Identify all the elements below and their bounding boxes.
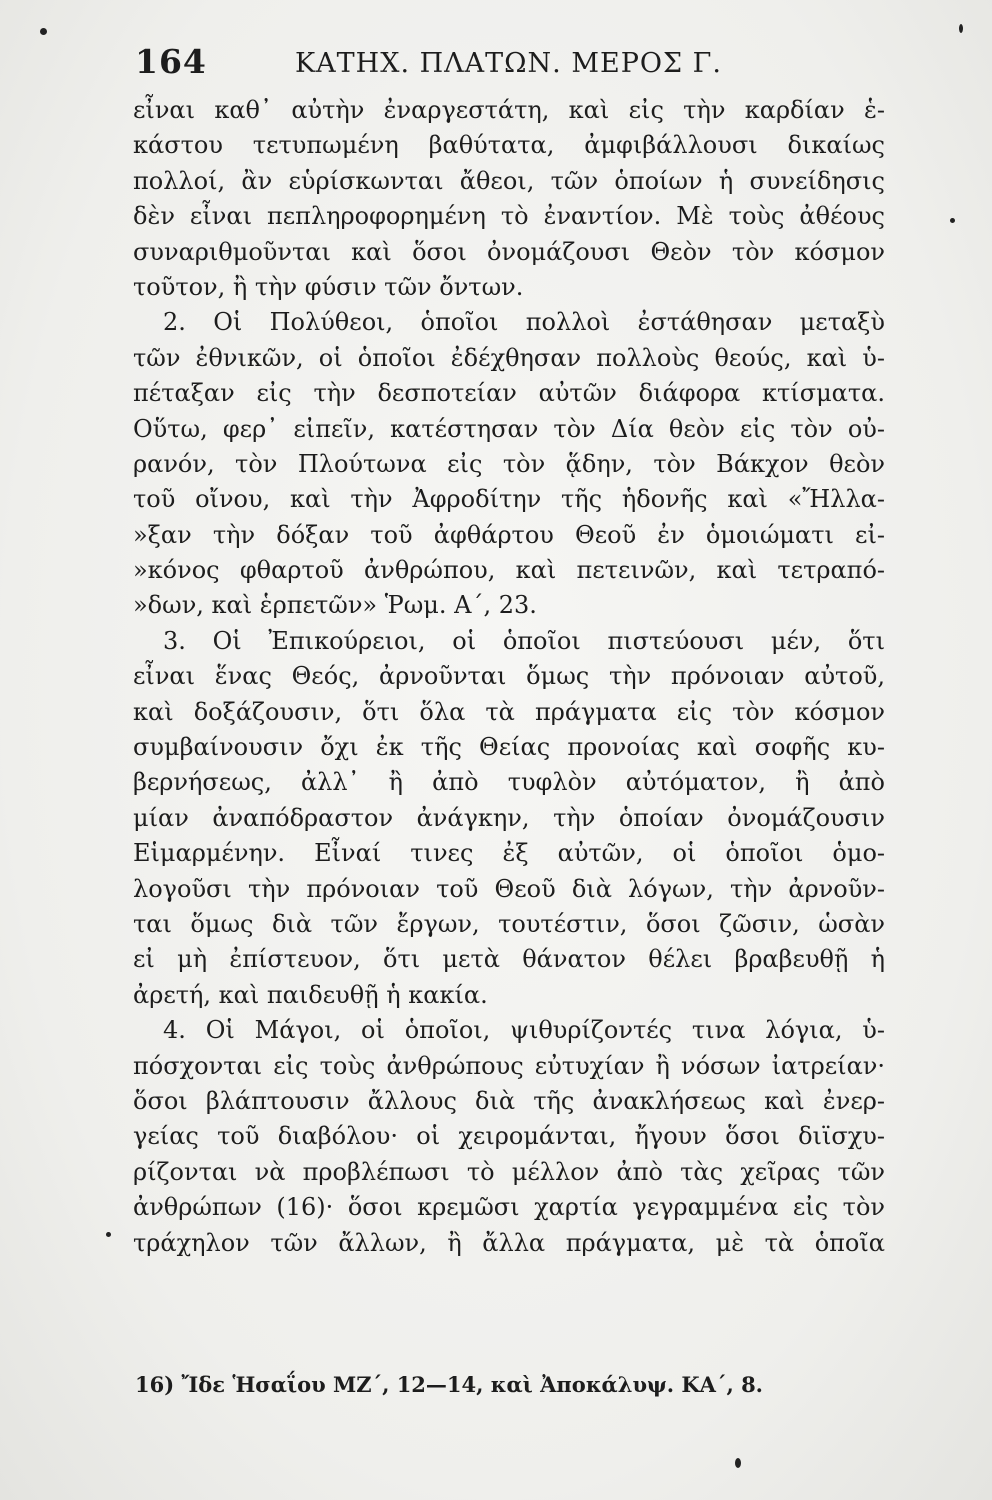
text-line: τῶν ἐθνικῶν, οἱ ὁποῖοι ἐδέχθησαν πολλοὺς θεούς, καὶ ὑ- xyxy=(133,343,885,372)
page-number: 164 xyxy=(135,42,207,81)
text-line: »δων, καὶ ἑρπετῶν» Ῥωμ. Α´, 23. xyxy=(133,591,537,620)
text-line: τράχηλον τῶν ἄλλων, ἢ ἄλλα πράγματα, μὲ τὰ ὁποῖα xyxy=(133,1228,885,1257)
text-line: πέταξαν εἰς τὴν δεσποτείαν αὐτῶν διάφορα κτίσματα. xyxy=(133,379,885,408)
text-line: ρανόν, τὸν Πλούτωνα εἰς τὸν ᾅδην, τὸν Βάκχον θεὸν xyxy=(133,449,885,478)
text-line: 3. Οἱ Ἐπικούρειοι, οἱ ὁποῖοι πιστεύουσι μέν, ὅτι xyxy=(163,626,885,655)
running-head: ΚΑΤΗΧ. ΠΛΑΤΩΝ. ΜΕΡΟΣ Γ. xyxy=(295,48,722,79)
text-line: μίαν ἀναπόδραστον ἀνάγκην, τὴν ὁποίαν ὀνομάζουσιν xyxy=(133,803,885,832)
text-line: δὲν εἶναι πεπληροφορημένη τὸ ἐναντίον. Μὲ τοὺς ἀθέους xyxy=(133,202,885,231)
page-header xyxy=(135,40,865,90)
text-line: συναριθμοῦνται καὶ ὅσοι ὀνομάζουσι Θεὸν τὸν κόσμον xyxy=(133,237,885,266)
text-line: πολλοί, ἂν εὑρίσκωνται ἄθεοι, τῶν ὁποίων ἡ συνείδησις xyxy=(133,166,885,195)
text-line: εἰ μὴ ἐπίστευον, ὅτι μετὰ θάνατον θέλει βραβευθῇ ἡ xyxy=(133,945,885,974)
footnote: 16) Ἴδε Ἡσαΐου ΜΖ´, 12—14, καὶ Ἀποκάλυψ. ΚΑ´, 8. xyxy=(135,1372,763,1397)
text-line: λογοῦσι τὴν πρόνοιαν τοῦ Θεοῦ διὰ λόγων, τὴν ἀρνοῦν- xyxy=(133,874,885,903)
text-line: τοῦτον, ἢ τὴν φύσιν τῶν ὄντων. xyxy=(133,272,524,301)
text-line: Εἱμαρμένην. Εἶναί τινες ἐξ αὐτῶν, οἱ ὁποῖοι ὁμο- xyxy=(133,839,885,868)
text-line: συμβαίνουσιν ὄχι ἐκ τῆς Θείας προνοίας καὶ σοφῆς κυ- xyxy=(133,733,885,762)
text-line: εἶναι ἕνας Θεός, ἀρνοῦνται ὅμως τὴν πρόνοιαν αὐτοῦ, xyxy=(133,662,885,691)
text-line: καὶ δοξάζουσιν, ὅτι ὅλα τὰ πράγματα εἰς τὸν κόσμον xyxy=(133,697,885,726)
text-line: Οὕτω, φερ᾽ εἰπεῖν, κατέστησαν τὸν Δία θεὸν εἰς τὸν οὐ- xyxy=(133,414,885,443)
text-line: γείας τοῦ διαβόλου· οἱ χειρομάνται, ἤγουν ὅσοι διϊσχυ- xyxy=(133,1122,885,1151)
text-line: »ξαν τὴν δόξαν τοῦ ἀφθάρτου Θεοῦ ἐν ὁμοιώματι εἰ- xyxy=(133,520,885,549)
body-text xyxy=(133,93,885,1261)
text-line: τοῦ οἴνου, καὶ τὴν Ἀφροδίτην τῆς ἡδονῆς καὶ «Ἤλλα- xyxy=(133,485,885,514)
text-line: »κόνος φθαρτοῦ ἀνθρώπου, καὶ πετεινῶν, καὶ τετραπό- xyxy=(133,556,885,585)
text-line: ἀρετή, καὶ παιδευθῇ ἡ κακία. xyxy=(133,980,488,1009)
text-line: εἶναι καθ᾽ αὐτὴν ἐναργεστάτη, καὶ εἰς τὴν καρδίαν ἑ- xyxy=(133,96,885,124)
text-line: ται ὅμως διὰ τῶν ἔργων, τουτέστιν, ὅσοι ζῶσιν, ὡσὰν xyxy=(133,909,885,938)
text-line: κάστου τετυπωμένη βαθύτατα, ἀμφιβάλλουσι δικαίως xyxy=(133,131,885,160)
text-line: βερνήσεως, ἀλλ᾽ ἢ ἀπὸ τυφλὸν αὐτόματον, ἢ ἀπὸ xyxy=(133,768,885,797)
text-line: ἀνθρώπων (16)· ὅσοι κρεμῶσι χαρτία γεγραμμένα εἰς τὸν xyxy=(133,1193,885,1222)
text-line: πόσχονται εἰς τοὺς ἀνθρώπους εὐτυχίαν ἢ νόσων ἰατρείαν· xyxy=(133,1051,885,1080)
text-line: 2. Οἱ Πολύθεοι, ὁποῖοι πολλοὶ ἐστάθησαν μεταξὺ xyxy=(163,308,885,337)
text-line: ρίζονται νὰ προβλέπωσι τὸ μέλλον ἀπὸ τὰς χεῖρας τῶν xyxy=(133,1157,885,1186)
text-line: ὅσοι βλάπτουσιν ἄλλους διὰ τῆς ἀνακλήσεως καὶ ἐνερ- xyxy=(133,1086,885,1115)
text-line: 4. Οἱ Μάγοι, οἱ ὁποῖοι, ψιθυρίζοντές τινα λόγια, ὑ- xyxy=(163,1016,885,1045)
